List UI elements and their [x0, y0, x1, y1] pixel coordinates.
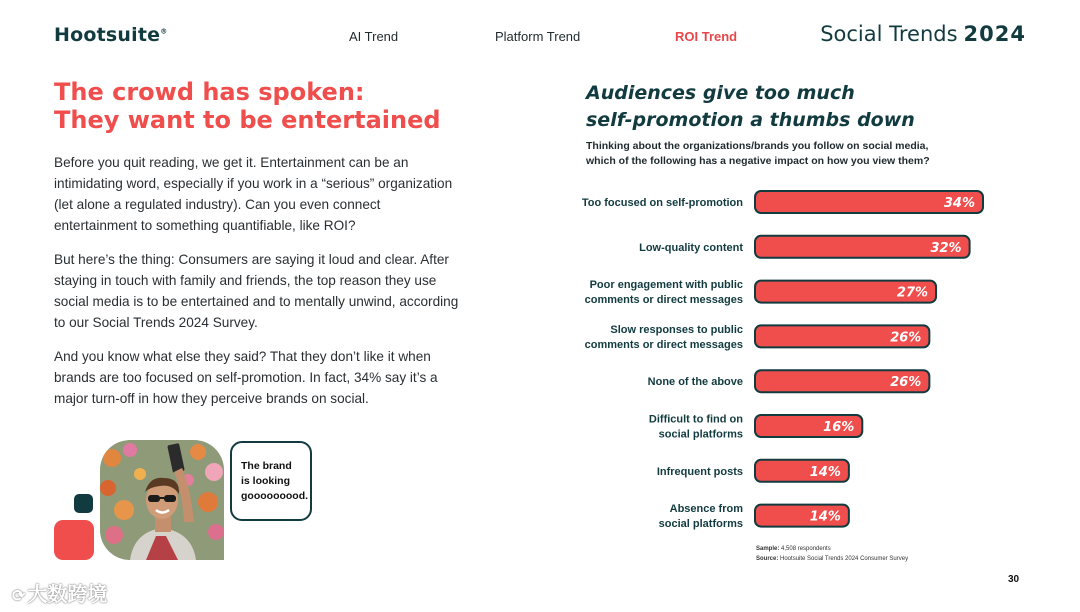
headline-line-2: They want to be entertained: [54, 106, 441, 134]
bar-value-label: 16%: [823, 420, 855, 435]
source-text: Hootsuite Social Trends 2024 Consumer Survey: [780, 556, 909, 562]
nav-roi-trend[interactable]: ROI Trend: [675, 29, 738, 44]
nav-ai-trend[interactable]: AI Trend: [349, 29, 399, 44]
headline-line-1: The crowd has spoken:: [54, 78, 365, 106]
sample-label: Sample:: [756, 546, 780, 552]
paragraph-2: But here’s the thing: Consumers are saying it loud and clear. After staying in touch with family and friends, the top reason they use social media is to be entertained and to mentally unwind, according to our Social Trends 2024 Survey.: [54, 252, 459, 330]
bar-group: [657, 460, 849, 482]
category-label-line: Slow responses to public: [610, 323, 743, 336]
source-notes: [756, 544, 908, 564]
bar-value-label: 14%: [809, 509, 841, 525]
category-label-line: social platforms: [658, 428, 743, 441]
category-label: [585, 324, 743, 351]
bar-value-label: 27%: [896, 285, 929, 301]
category-label-line: Too focused on self-promotion: [581, 197, 743, 209]
bar-group: [639, 236, 969, 258]
category-label-line: Poor engagement with public: [589, 279, 743, 292]
category-label-line: comments or direct messages: [584, 338, 743, 351]
speech-line-2: is looking: [241, 475, 291, 487]
paragraph-1: Before you quit reading, we get it. Entertainment can be an intimidating word, especially if you work in a “serious” organization (let alone a regulated industry). Can you even connect entertainment to something quantifiable, like ROI?: [54, 155, 453, 233]
nav-platform-trend[interactable]: Platform Trend: [495, 29, 581, 44]
bar-value-label: 26%: [890, 375, 922, 391]
category-label: [582, 197, 743, 209]
source-note: [756, 554, 908, 564]
brand-title: Social Trends: [820, 22, 958, 46]
category-label-line: Absence from: [669, 503, 743, 516]
category-label-line: Difficult to find on: [648, 413, 743, 426]
brand-year: 2024: [963, 22, 1026, 46]
bar-group: [582, 191, 983, 213]
category-label: [648, 376, 743, 388]
registered-mark: ®: [160, 27, 168, 36]
speech-line-3: gooooooood.: [241, 490, 309, 502]
bar-group: [585, 324, 930, 351]
watermark-text: 大数跨境: [27, 584, 108, 606]
category-label-line: social platforms: [658, 518, 743, 531]
bar-value-label: 32%: [930, 240, 962, 256]
paragraph-3: And you know what else they said? That they don’t like it when brands are too focused on self-promotion. In fact, 34% say it’s a major turn-off in how they perceive brands on social.: [54, 349, 438, 406]
page-number: 30: [1008, 574, 1020, 585]
watermark-logo-icon: ⟳: [12, 588, 26, 605]
category-label: [659, 503, 744, 530]
survey-question-line-1: Thinking about the organizations/brands you follow on social media,: [586, 140, 929, 152]
category-label: [649, 414, 743, 441]
category-label: [585, 279, 743, 306]
bar-value-label: 26%: [890, 330, 922, 346]
bar-group: [659, 503, 849, 530]
bar-value-label: 14%: [809, 464, 841, 480]
chart-title-line-2: self-promotion a thumbs down: [586, 109, 915, 131]
bar-group: [585, 279, 936, 306]
bar-group: [648, 370, 930, 392]
category-label-line: comments or direct messages: [584, 294, 743, 307]
category-label-line: Low-quality content: [639, 241, 743, 254]
watermark: [12, 578, 107, 607]
bar-group: [649, 414, 862, 441]
source-label: Source:: [756, 556, 779, 562]
category-label-line: Infrequent posts: [656, 465, 743, 478]
survey-question-line-2: which of the following has a negative impact on how you view them?: [586, 155, 930, 167]
sample-text: 4,508 respondents: [781, 546, 831, 552]
category-label: [657, 466, 743, 478]
chart-title-line-1: Audiences give too much: [586, 82, 855, 104]
bar-value-label: 34%: [943, 196, 975, 211]
logo-text: Hootsuite: [54, 24, 161, 46]
sample-note: [756, 544, 908, 554]
category-label-line: None of the above: [647, 376, 743, 389]
speech-line-1: The brand: [241, 460, 292, 472]
category-label: [639, 242, 743, 254]
